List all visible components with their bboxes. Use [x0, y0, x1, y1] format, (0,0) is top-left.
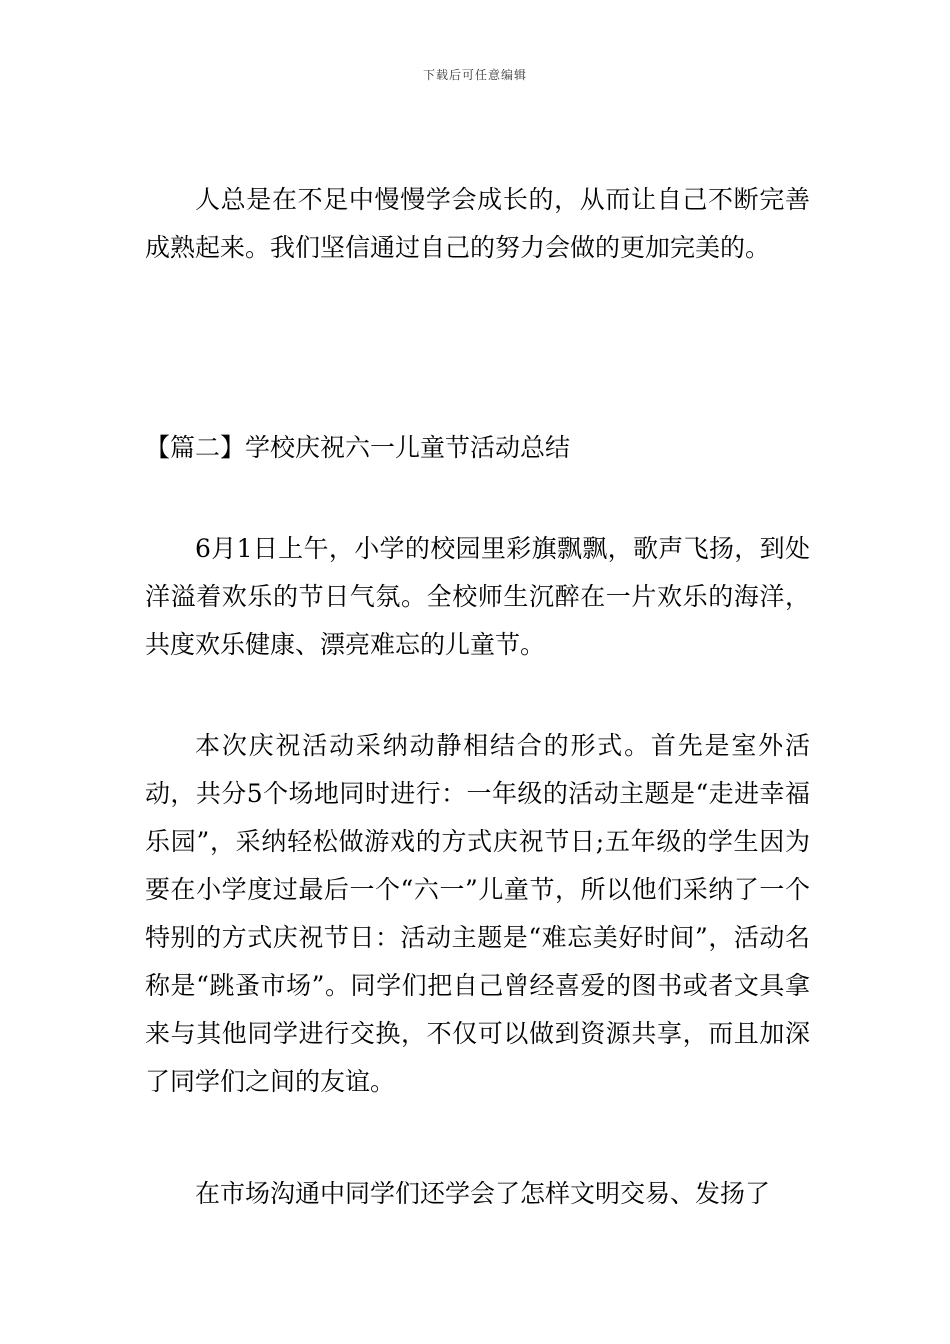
section-heading: 【篇二】学校庆祝六一儿童节活动总结	[145, 433, 571, 462]
header-note: 下载后可任意编辑	[422, 68, 527, 82]
paragraph-growth: 人总是在不足中慢慢学会成长的，从而让自己不断完善成熟起来。我们坚信通过自己的努力会做的更加完美的。	[145, 185, 810, 262]
paragraph-june-first: 6月1日上午，小学的校园里彩旗飘飘，歌声飞扬，到处洋溢着欢乐的节日气氛。全校师生沉醉在一片欢乐的海洋，共度欢乐健康、漂亮难忘的儿童节。	[145, 534, 810, 659]
paragraph-market: 在市场沟通中同学们还学会了怎样文明交易、发扬了	[195, 1179, 771, 1208]
paragraph-activity-format: 本次庆祝活动采纳动静相结合的形式。首先是室外活动，共分5个场地同时进行：一年级的活动主题是“走进幸福乐园”，采纳轻松做游戏的方式庆祝节日;五年级的学生因为要在小学度过最后一个“六一”儿童节，所以他们采纳了一个特别的方式庆祝节日：活动主题是“难忘美好时间”，活动名称是“跳蚤市场”。同学们把自己曾经喜爱的图书或者文具拿来与其他同学进行交换，不仅可以做到资源共享，而且加深了同学们之间的友谊。	[145, 731, 810, 1096]
